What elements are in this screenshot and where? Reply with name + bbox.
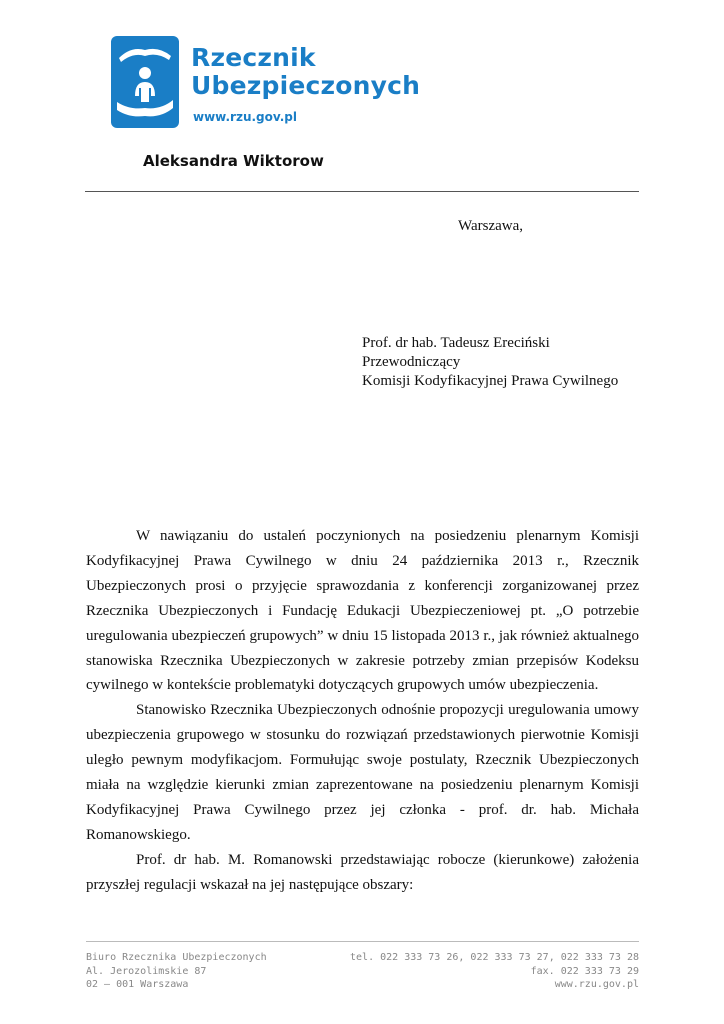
body-paragraph: Stanowisko Rzecznika Ubezpieczonych odnośnie propozycji uregulowania umowy ubezpieczenia grupowego w stosunku do rozwiązań przedstawionych pierwotnie Komisji uległo pewnym modyfikacjom. Formułując swoje postulaty, Rzecznik Ubezpieczonych miała na względzie kierunki zmian zaprezentowane na posiedzeniu plenarnym Komisji Kodyfikacyjnej Prawa Cywilnego przez jej członka - prof. dr. hab. Michała Romanowskiego.	[86, 702, 639, 843]
footer-street: Al. Jerozolimskie 87	[86, 965, 207, 977]
brand-line2: Ubezpieczonych	[191, 71, 421, 100]
brand-line1: Rzecznik	[191, 43, 316, 72]
recipient-name: Prof. dr hab. Tadeusz Ereciński	[362, 335, 550, 351]
footer-phone: tel. 022 333 73 26, 022 333 73 27, 022 333 73 28	[350, 952, 639, 963]
author-name: Aleksandra Wiktorow	[143, 152, 324, 170]
footer-fax: fax. 022 333 73 29	[530, 965, 639, 977]
footer-address	[86, 951, 267, 992]
brand-name	[191, 44, 420, 100]
brand-url: www.rzu.gov.pl	[193, 110, 297, 124]
footer-divider	[86, 941, 639, 942]
header-divider	[85, 191, 639, 192]
footer-website: www.rzu.gov.pl	[554, 979, 639, 990]
recipient-block	[362, 334, 618, 391]
letter-body	[86, 524, 639, 898]
place-date: Warszawa,	[458, 218, 524, 234]
recipient-title: Przewodniczący	[362, 354, 461, 370]
footer-postcode-city: 02 – 001 Warszawa	[86, 979, 189, 990]
footer-office: Biuro Rzecznika Ubezpieczonych	[86, 952, 267, 963]
recipient-organization: Komisji Kodyfikacyjnej Prawa Cywilnego	[362, 373, 619, 389]
hands-protecting-person-icon	[111, 36, 179, 128]
body-paragraph: Prof. dr hab. M. Romanowski przedstawiając robocze (kierunkowe) założenia przyszłej regulacji wskazał na jej następujące obszary:	[86, 851, 639, 893]
body-paragraph: W nawiązaniu do ustaleń poczynionych na posiedzeniu plenarnym Komisji Kodyfikacyjnej Prawa Cywilnego w dniu 24 października 2013 r., Rzecznik Ubezpieczonych prosi o przyjęcie sprawozdania z konferencji zorganizowanej przez Rzecznika Ubezpieczonych i Fundację Edukacji Ubezpieczeniowej pt. „O potrzebie uregulowania ubezpieczeń grupowych” w dniu 15 listopada 2013 r., jak również aktualnego stanowiska Rzecznika Ubezpieczonych w zakresie potrzeby zmian przepisów Kodeksu cywilnego w kontekście problematyki dotyczących grupowych umów ubezpieczenia.	[86, 528, 639, 694]
footer-contact	[350, 951, 639, 992]
